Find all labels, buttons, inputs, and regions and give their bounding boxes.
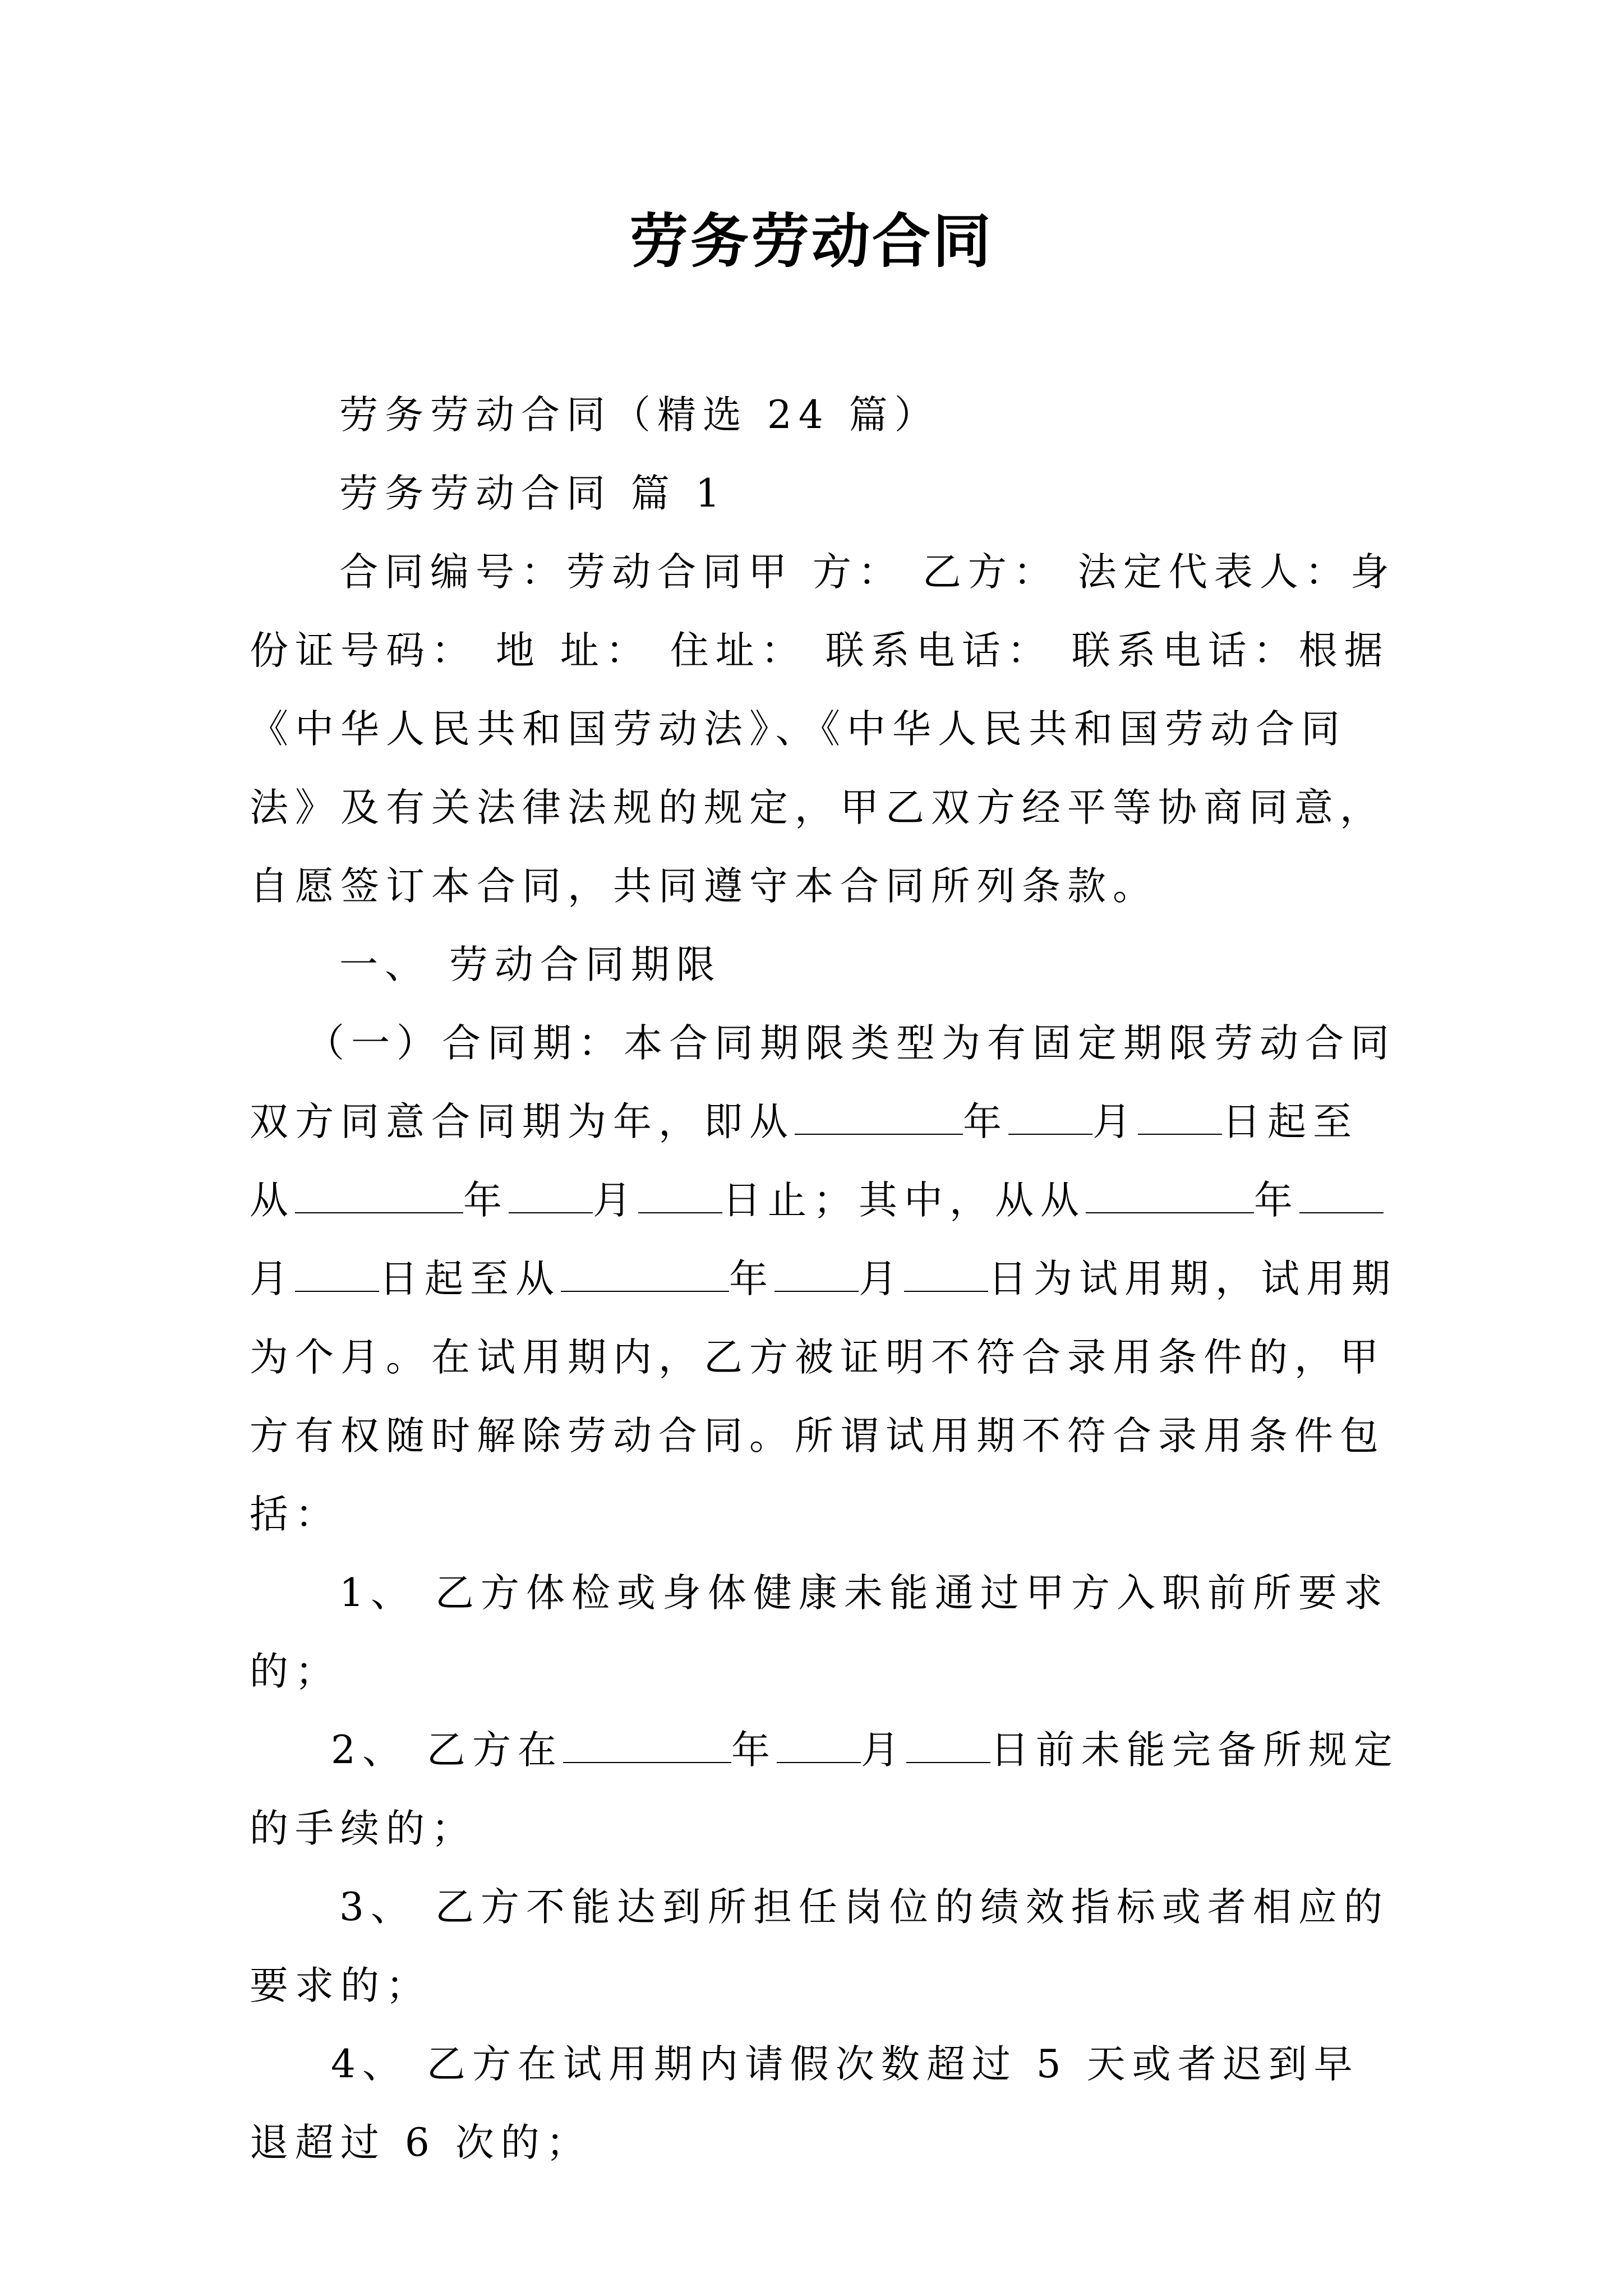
clause-term-text: （一）合同期：本合同期限类型为有固定期限劳动合同双方同意合同期为年，即从 (250, 1021, 1396, 1144)
label-year: 年 (729, 1257, 774, 1301)
list-item (250, 1711, 1399, 1868)
label-month: 月 (250, 1257, 295, 1301)
clause-term-paragraph (250, 1004, 1399, 1554)
document-body (250, 376, 1399, 2182)
label-year: 年 (1254, 1178, 1299, 1223)
blank-year[interactable] (1086, 1180, 1254, 1213)
blank-day[interactable] (638, 1180, 722, 1213)
label-trial-from: 日起至从 (379, 1257, 561, 1301)
blank-month[interactable] (777, 1729, 861, 1763)
list-item: 1、 乙方体检或身体健康未能通过甲方入职前所要求的； (250, 1571, 1389, 1694)
intro-paragraph: 合同编号：劳动合同甲 方： 乙方： 法定代表人：身份证号码： 地 址： 住址： 联系电话： 联系电话：根据《中华人民共和国劳动法》、《中华人民共和国劳动合同法》及有关法律法规的规定，甲乙双方经平等协商同意，自愿签订本合同，共同遵守本合同所列条款。 (250, 550, 1396, 909)
list-item: 4、 乙方在试用期内请假次数超过 5 天或者迟到早退超过 6 次的； (250, 2042, 1359, 2165)
chapter-heading: 劳务劳动合同 篇 1 (339, 471, 727, 516)
item2-suffix: 日前未能完备所规定的手续的； (250, 1728, 1399, 1851)
label-month: 月 (859, 1257, 904, 1301)
blank-year[interactable] (561, 1258, 729, 1292)
blank-day[interactable] (904, 1258, 988, 1292)
label-month: 月 (593, 1178, 638, 1223)
subtitle: 劳务劳动合同（精选 24 篇） (339, 393, 940, 438)
label-year: 年 (963, 1099, 1008, 1144)
label-month: 月 (1092, 1099, 1138, 1144)
section-heading-term: 一、 劳动合同期限 (339, 942, 722, 987)
document-title: 劳务劳动合同 (629, 206, 993, 275)
blank-month[interactable] (1299, 1180, 1384, 1213)
blank-year[interactable] (563, 1729, 731, 1763)
blank-day[interactable] (906, 1729, 990, 1763)
list-item: 3、 乙方不能达到所担任岗位的绩效指标或者相应的要求的； (250, 1885, 1389, 2008)
blank-month[interactable] (509, 1180, 593, 1213)
label-end-day: 日止；其中，从从 (722, 1178, 1086, 1223)
blank-day[interactable] (1138, 1101, 1222, 1135)
label-year: 年 (463, 1178, 509, 1223)
label-trial-day: 日为试用期，试用期为个月。在试用期内，乙方被证明不符合录用条件的，甲方有权随时解除劳动合同。所谓试用期不符合录用条件包括： (250, 1257, 1397, 1537)
blank-month[interactable] (1008, 1101, 1092, 1135)
blank-year[interactable] (295, 1180, 463, 1213)
label-from-day-to: 日起至从 (250, 1099, 1358, 1223)
item2-prefix: 2、 乙方在 (331, 1728, 563, 1773)
blank-month[interactable] (774, 1258, 859, 1292)
blank-year[interactable] (795, 1101, 963, 1135)
label-month: 月 (860, 1728, 906, 1773)
label-year: 年 (731, 1728, 777, 1773)
blank-day[interactable] (295, 1258, 379, 1292)
